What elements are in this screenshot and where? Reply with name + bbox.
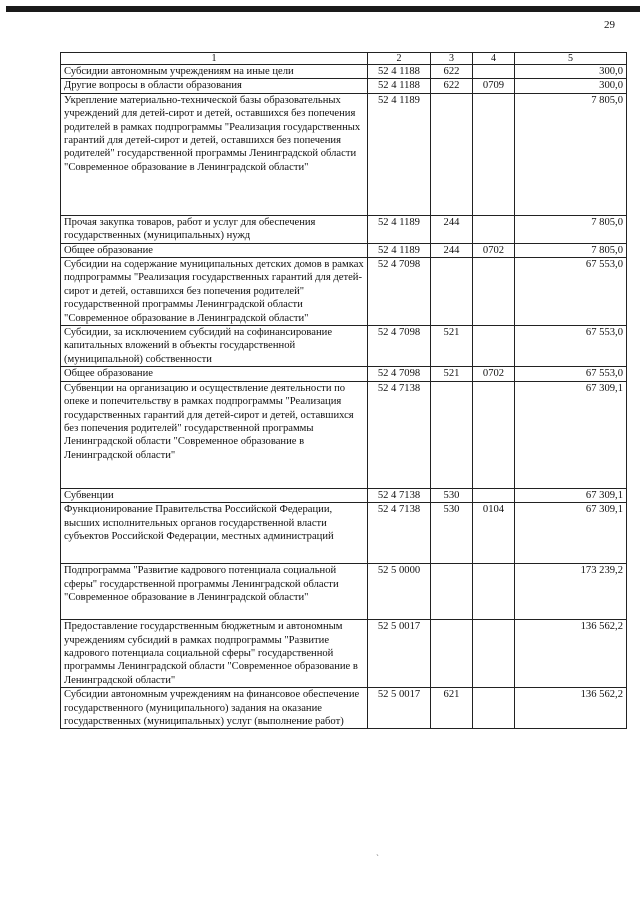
row-vr: 530: [431, 503, 473, 564]
row-section: [473, 215, 515, 243]
row-name: Предоставление государственным бюджетным и автономным учреждениям субсидий в рамках подпрограммы "Развитие кадрового потенциала социальной сферы" государственной программы Ленинградской области "Современное образование в Ленинградской области": [61, 620, 368, 688]
row-vr: 521: [431, 326, 473, 367]
top-rule: [6, 6, 640, 12]
row-section: [473, 620, 515, 688]
row-code: 52 5 0017: [368, 620, 431, 688]
row-amount: 67 553,0: [515, 367, 627, 381]
row-code: 52 4 1189: [368, 93, 431, 215]
row-name: Субвенции на организацию и осуществление деятельности по опеке и попечительству в рамках подпрограммы "Реализация государственных гарантий для детей-сирот и детей, оставшихся без попечения родителей" государственной программы Ленинградской области "Современное образование в Ленинградской области": [61, 381, 368, 488]
row-name: Субсидии, за исключением субсидий на софинансирование капитальных вложений в объекты государственной (муниципальной) собственности: [61, 326, 368, 367]
row-code: 52 4 7138: [368, 503, 431, 564]
row-code: 52 5 0017: [368, 688, 431, 729]
table-row: [61, 381, 627, 488]
scan-speck: ˎ: [376, 846, 379, 856]
table-row: [61, 215, 627, 243]
row-amount: 136 562,2: [515, 688, 627, 729]
row-amount: 67 309,1: [515, 503, 627, 564]
row-code: 52 4 1188: [368, 65, 431, 79]
row-amount: 173 239,2: [515, 564, 627, 620]
row-vr: 244: [431, 243, 473, 257]
row-name: Функционирование Правительства Российской Федерации, высших исполнительных органов государственной власти субъектов Российской Федерации, местных администраций: [61, 503, 368, 564]
table-header: [61, 53, 627, 65]
row-amount: 7 805,0: [515, 93, 627, 215]
row-section: 0702: [473, 243, 515, 257]
column-header-4: 4: [473, 53, 515, 65]
row-vr: 622: [431, 79, 473, 93]
row-vr: 530: [431, 488, 473, 502]
row-amount: 67 553,0: [515, 258, 627, 326]
row-name: Общее образование: [61, 243, 368, 257]
row-code: 52 5 0000: [368, 564, 431, 620]
row-section: [473, 65, 515, 79]
row-section: [473, 688, 515, 729]
row-name: Субсидии на содержание муниципальных детских домов в рамках подпрограммы "Реализация государственных гарантий для детей-сирот и детей, оставшихся без попечения родителей" государственной программы Ленинградской области "Современное образование в Ленинградской области": [61, 258, 368, 326]
row-amount: 136 562,2: [515, 620, 627, 688]
table-row: [61, 326, 627, 367]
row-amount: 67 553,0: [515, 326, 627, 367]
row-amount: 7 805,0: [515, 215, 627, 243]
row-section: 0104: [473, 503, 515, 564]
row-name: Субсидии автономным учреждениям на иные цели: [61, 65, 368, 79]
row-amount: 300,0: [515, 79, 627, 93]
column-header-3: 3: [431, 53, 473, 65]
row-vr: 244: [431, 215, 473, 243]
row-vr: 521: [431, 367, 473, 381]
row-vr: [431, 620, 473, 688]
row-code: 52 4 7138: [368, 381, 431, 488]
row-vr: 621: [431, 688, 473, 729]
table-row: [61, 258, 627, 326]
row-code: 52 4 7138: [368, 488, 431, 502]
row-vr: 622: [431, 65, 473, 79]
row-amount: 67 309,1: [515, 381, 627, 488]
row-section: 0709: [473, 79, 515, 93]
column-header-2: 2: [368, 53, 431, 65]
table-row: [61, 93, 627, 215]
row-section: [473, 564, 515, 620]
table-row: [61, 503, 627, 564]
row-amount: 300,0: [515, 65, 627, 79]
row-code: 52 4 1189: [368, 215, 431, 243]
row-name: Субвенции: [61, 488, 368, 502]
table-row: [61, 688, 627, 729]
row-vr: [431, 258, 473, 326]
row-section: [473, 326, 515, 367]
table-row: [61, 79, 627, 93]
row-name: Субсидии автономным учреждениям на финансовое обеспечение государственного (муниципального) задания на оказание государственных (муниципальных) услуг (выполнение работ): [61, 688, 368, 729]
row-amount: 7 805,0: [515, 243, 627, 257]
row-section: [473, 381, 515, 488]
table-row: [61, 367, 627, 381]
row-section: [473, 258, 515, 326]
page-number: 29: [604, 19, 615, 31]
column-header-1: 1: [61, 53, 368, 65]
row-code: 52 4 7098: [368, 326, 431, 367]
budget-table: [60, 52, 627, 729]
row-name: Подпрограмма "Развитие кадрового потенциала социальной сферы" государственной программы Ленинградской области "Современное образование в Ленинградской области": [61, 564, 368, 620]
table-row: [61, 620, 627, 688]
row-section: [473, 93, 515, 215]
table-row: [61, 564, 627, 620]
row-code: 52 4 7098: [368, 367, 431, 381]
row-vr: [431, 93, 473, 215]
row-name: Другие вопросы в области образования: [61, 79, 368, 93]
row-name: Укрепление материально-технической базы образовательных учреждений для детей-сирот и детей, оставшихся без попечения родителей в рамках подпрограммы "Реализация государственных гарантий для детей-сирот и детей, оставшихся без попечения родителей" государственной программы Ленинградской области "Современное образование в Ленинградской области": [61, 93, 368, 215]
row-name: Прочая закупка товаров, работ и услуг для обеспечения государственных (муниципальных) нужд: [61, 215, 368, 243]
row-code: 52 4 7098: [368, 258, 431, 326]
row-code: 52 4 1188: [368, 79, 431, 93]
row-vr: [431, 564, 473, 620]
table-row: [61, 243, 627, 257]
header-row: [61, 53, 627, 65]
table-row: [61, 488, 627, 502]
table-row: [61, 65, 627, 79]
row-code: 52 4 1189: [368, 243, 431, 257]
row-section: [473, 488, 515, 502]
row-section: 0702: [473, 367, 515, 381]
row-name: Общее образование: [61, 367, 368, 381]
row-amount: 67 309,1: [515, 488, 627, 502]
column-header-5: 5: [515, 53, 627, 65]
row-vr: [431, 381, 473, 488]
table-body: [61, 65, 627, 729]
